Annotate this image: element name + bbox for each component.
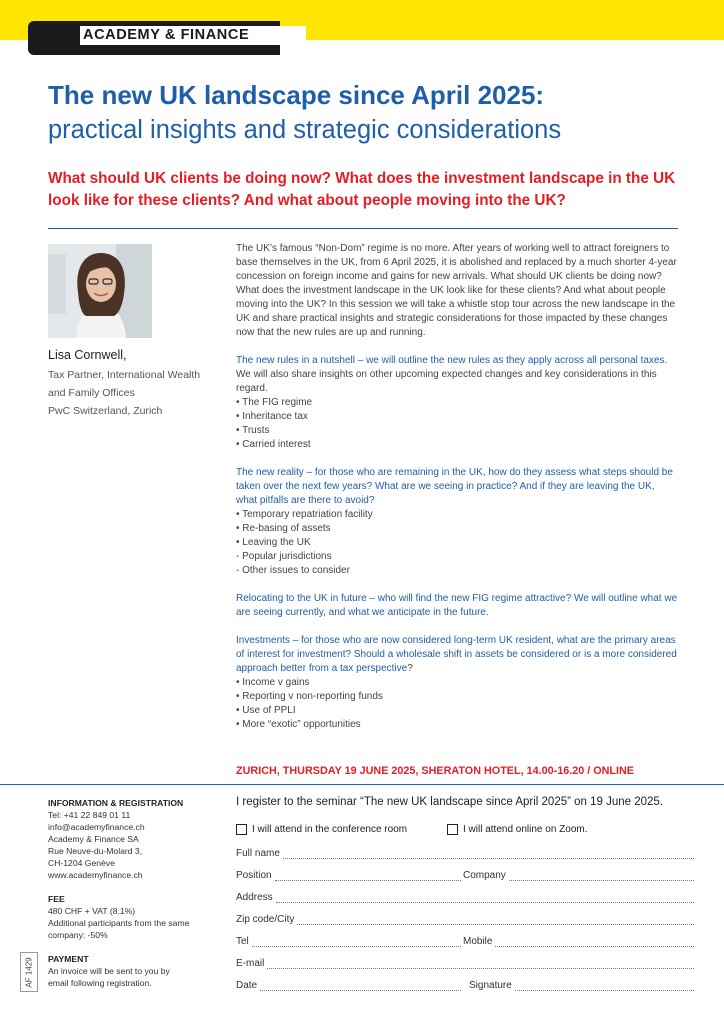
- list-item: • Inheritance tax: [236, 411, 308, 422]
- address-input[interactable]: [276, 893, 694, 903]
- address-field[interactable]: [236, 892, 694, 903]
- tel-label: Tel: [236, 936, 249, 947]
- speaker-portrait-icon: [48, 244, 152, 338]
- signature-input[interactable]: [515, 981, 694, 991]
- mobile-field[interactable]: [463, 936, 694, 947]
- address-label: Address: [236, 892, 273, 903]
- list-item: - Popular jurisdictions: [236, 551, 332, 562]
- attend-online-option[interactable]: [447, 824, 588, 835]
- payment-heading: PAYMENT: [48, 954, 89, 964]
- speaker-name: Lisa Cornwell,: [48, 348, 127, 362]
- info-email: info@academyfinance.ch: [48, 822, 145, 832]
- company-input[interactable]: [509, 871, 694, 881]
- section-lead: The new reality – for those who are remaining in the UK, how do they assess what steps should be taken over the next few years? What are we seeing in practice? And if they are leaving the UK, what pitfalls are there to avoid?: [236, 467, 673, 506]
- payment-line: An invoice will be sent to you by: [48, 966, 170, 976]
- list-item: • Carried interest: [236, 439, 311, 450]
- brand-logo: [28, 21, 280, 55]
- list-item: • The FIG regime: [236, 397, 313, 408]
- registration-title: I register to the seminar “The new UK landscape since April 2025” on 19 June 2025.: [236, 796, 664, 808]
- title-divider: [48, 228, 678, 229]
- date-field[interactable]: [236, 980, 461, 991]
- position-input[interactable]: [275, 871, 461, 881]
- tel-input[interactable]: [252, 937, 461, 947]
- mobile-input[interactable]: [495, 937, 694, 947]
- fee-line: 480 CHF + VAT (8.1%): [48, 906, 136, 916]
- speaker-info: [48, 348, 228, 420]
- checkbox-icon[interactable]: [447, 824, 458, 835]
- full-name-input[interactable]: [283, 849, 694, 859]
- subtitle: What should UK clients be doing now? What does the investment landscape in the UK look like for these clients? And what about people moving into the UK?: [48, 170, 676, 209]
- list-item: • Re-basing of assets: [236, 523, 331, 534]
- full-name-label: Full name: [236, 848, 280, 859]
- speaker-company: PwC Switzerland, Zurich: [48, 405, 163, 417]
- list-item: • Income v gains: [236, 677, 310, 688]
- list-item: - Other issues to consider: [236, 565, 350, 576]
- document-code: [20, 952, 38, 992]
- list-item: • More “exotic” opportunities: [236, 719, 361, 730]
- attend-conference-option[interactable]: [236, 824, 407, 835]
- tel-field[interactable]: [236, 936, 461, 947]
- speaker-title-line: Tax Partner, International Wealth: [48, 369, 201, 381]
- section-lead: Relocating to the UK in future – who will find the new FIG regime attractive? We will outline what we are seeing currently, and what we anticipate in the future.: [236, 593, 678, 618]
- email-label: E-mail: [236, 958, 265, 969]
- date-label: Date: [236, 980, 258, 991]
- section-lead-end: ?: [407, 663, 413, 674]
- email-input[interactable]: [267, 959, 694, 969]
- info-street: Rue Neuve-du-Molard 3,: [48, 846, 143, 856]
- info-city: CH-1204 Genève: [48, 858, 115, 868]
- list-item: • Use of PPLI: [236, 705, 296, 716]
- page-title-line2: practical insights and strategic considerations: [48, 116, 562, 144]
- payment-line: email following registration.: [48, 978, 152, 988]
- zip-city-input[interactable]: [297, 915, 694, 925]
- page-title: The new UK landscape since April 2025:: [48, 80, 545, 110]
- info-heading: INFORMATION & REGISTRATION: [48, 798, 184, 808]
- zip-city-field[interactable]: [236, 914, 694, 925]
- info-website: www.academyfinance.ch: [48, 870, 143, 880]
- event-details: ZURICH, THURSDAY 19 JUNE 2025, SHERATON HOTEL, 14.00-16.20 / ONLINE: [236, 765, 635, 777]
- section-lead-text: Investments – for those who are now considered long-term UK resident, what are the primary areas of interest for investment? Should a wholesale shift in assets be considered or is a more considered approach better from a tax perspective: [236, 635, 677, 674]
- section-lead: [236, 634, 678, 676]
- zip-city-label: Zip code/City: [236, 914, 295, 925]
- speaker-title-line: and Family Offices: [48, 387, 135, 399]
- brand-label: ACADEMY & FINANCE: [80, 26, 306, 45]
- mobile-label: Mobile: [463, 936, 493, 947]
- section-lead: The new rules in a nutshell – we will outline the new rules as they apply across all personal taxes.: [236, 355, 668, 366]
- section-text: We will also share insights on other upcoming expected changes and key considerations in this regard.: [236, 369, 657, 394]
- list-item: • Leaving the UK: [236, 537, 311, 548]
- company-field[interactable]: [463, 870, 694, 881]
- signature-field[interactable]: [469, 980, 694, 991]
- fee-heading: FEE: [48, 894, 65, 904]
- company-label: Company: [463, 870, 506, 881]
- email-field[interactable]: [236, 958, 694, 969]
- full-name-field[interactable]: [236, 848, 694, 859]
- signature-label: Signature: [469, 980, 512, 991]
- contact-info: [48, 797, 218, 989]
- speaker-photo: [48, 244, 152, 338]
- session-description: [236, 242, 678, 732]
- attend-online-label: I will attend online on Zoom.: [463, 824, 588, 835]
- fee-line: company: -50%: [48, 930, 108, 940]
- position-label: Position: [236, 870, 272, 881]
- date-input[interactable]: [260, 981, 461, 991]
- form-divider: [0, 784, 724, 785]
- list-item: • Temporary repatriation facility: [236, 509, 373, 520]
- checkbox-icon[interactable]: [236, 824, 247, 835]
- document-code-label: AF 1429: [24, 956, 34, 988]
- fee-line: Additional participants from the same: [48, 918, 190, 928]
- position-field[interactable]: [236, 870, 461, 881]
- intro-paragraph: The UK’s famous “Non-Dom” regime is no more. After years of working well to attract foreigners to base themselves in the UK, from 6 April 2025, it is abolished and replaced by a much shorter 4-year concession on foreign income and gains for new arrivals. What should UK clients be doing now? What does the investment landscape in the UK look like for these clients? And what about people moving into the UK? In this session we will take a whistle stop tour across the new landscape in the UK and share practical insights and strategic considerations for those impacted by these changes now that the new rules are up and running.: [236, 243, 677, 338]
- attend-conference-label: I will attend in the conference room: [252, 824, 408, 835]
- list-item: • Trusts: [236, 425, 270, 436]
- info-phone: Tel: +41 22 849 01 11: [48, 810, 131, 820]
- list-item: • Reporting v non-reporting funds: [236, 691, 383, 702]
- info-company: Academy & Finance SA: [48, 834, 139, 844]
